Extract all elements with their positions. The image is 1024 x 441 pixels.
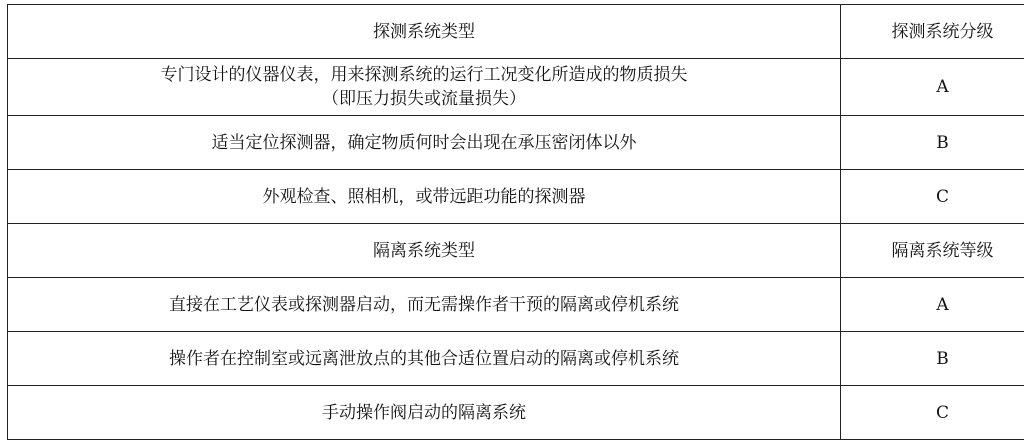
isolation-type-cell: 手动操作阀启动的隔离系统: [8, 386, 841, 440]
isolation-type-cell: 直接在工艺仪表或探测器启动，而无需操作者干预的隔离或停机系统: [8, 278, 841, 332]
detection-grade-cell: A: [841, 59, 1024, 116]
classification-table: [7, 4, 1024, 440]
table-row: [8, 278, 1024, 332]
isolation-header-row: [8, 224, 1024, 278]
detection-type-cell: 适当定位探测器，确定物质何时会出现在承压密闭体以外: [8, 116, 841, 170]
isolation-type-cell: 操作者在控制室或远离泄放点的其他合适位置启动的隔离或停机系统: [8, 332, 841, 386]
table-row: [8, 59, 1024, 116]
table-row: [8, 170, 1024, 224]
table-row: [8, 116, 1024, 170]
isolation-grade-cell: B: [841, 332, 1024, 386]
detection-grade-header: 探测系统分级: [841, 5, 1024, 59]
detection-type-cell: [8, 59, 841, 116]
cell-text-line: （即压力损失或流量损失）: [322, 89, 526, 109]
table-row: [8, 386, 1024, 440]
detection-type-header: 探测系统类型: [8, 5, 841, 59]
isolation-grade-cell: C: [841, 386, 1024, 440]
classification-table-container: [7, 4, 1018, 437]
isolation-grade-header: 隔离系统等级: [841, 224, 1024, 278]
detection-type-cell: 外观检查、照相机，或带远距功能的探测器: [8, 170, 841, 224]
isolation-grade-cell: A: [841, 278, 1024, 332]
table-row: [8, 332, 1024, 386]
isolation-type-header: 隔离系统类型: [8, 224, 841, 278]
detection-grade-cell: B: [841, 116, 1024, 170]
detection-grade-cell: C: [841, 170, 1024, 224]
cell-text-line: 专门设计的仪器仪表，用来探测系统的运行工况变化所造成的物质损失: [160, 65, 688, 85]
detection-header-row: [8, 5, 1024, 59]
